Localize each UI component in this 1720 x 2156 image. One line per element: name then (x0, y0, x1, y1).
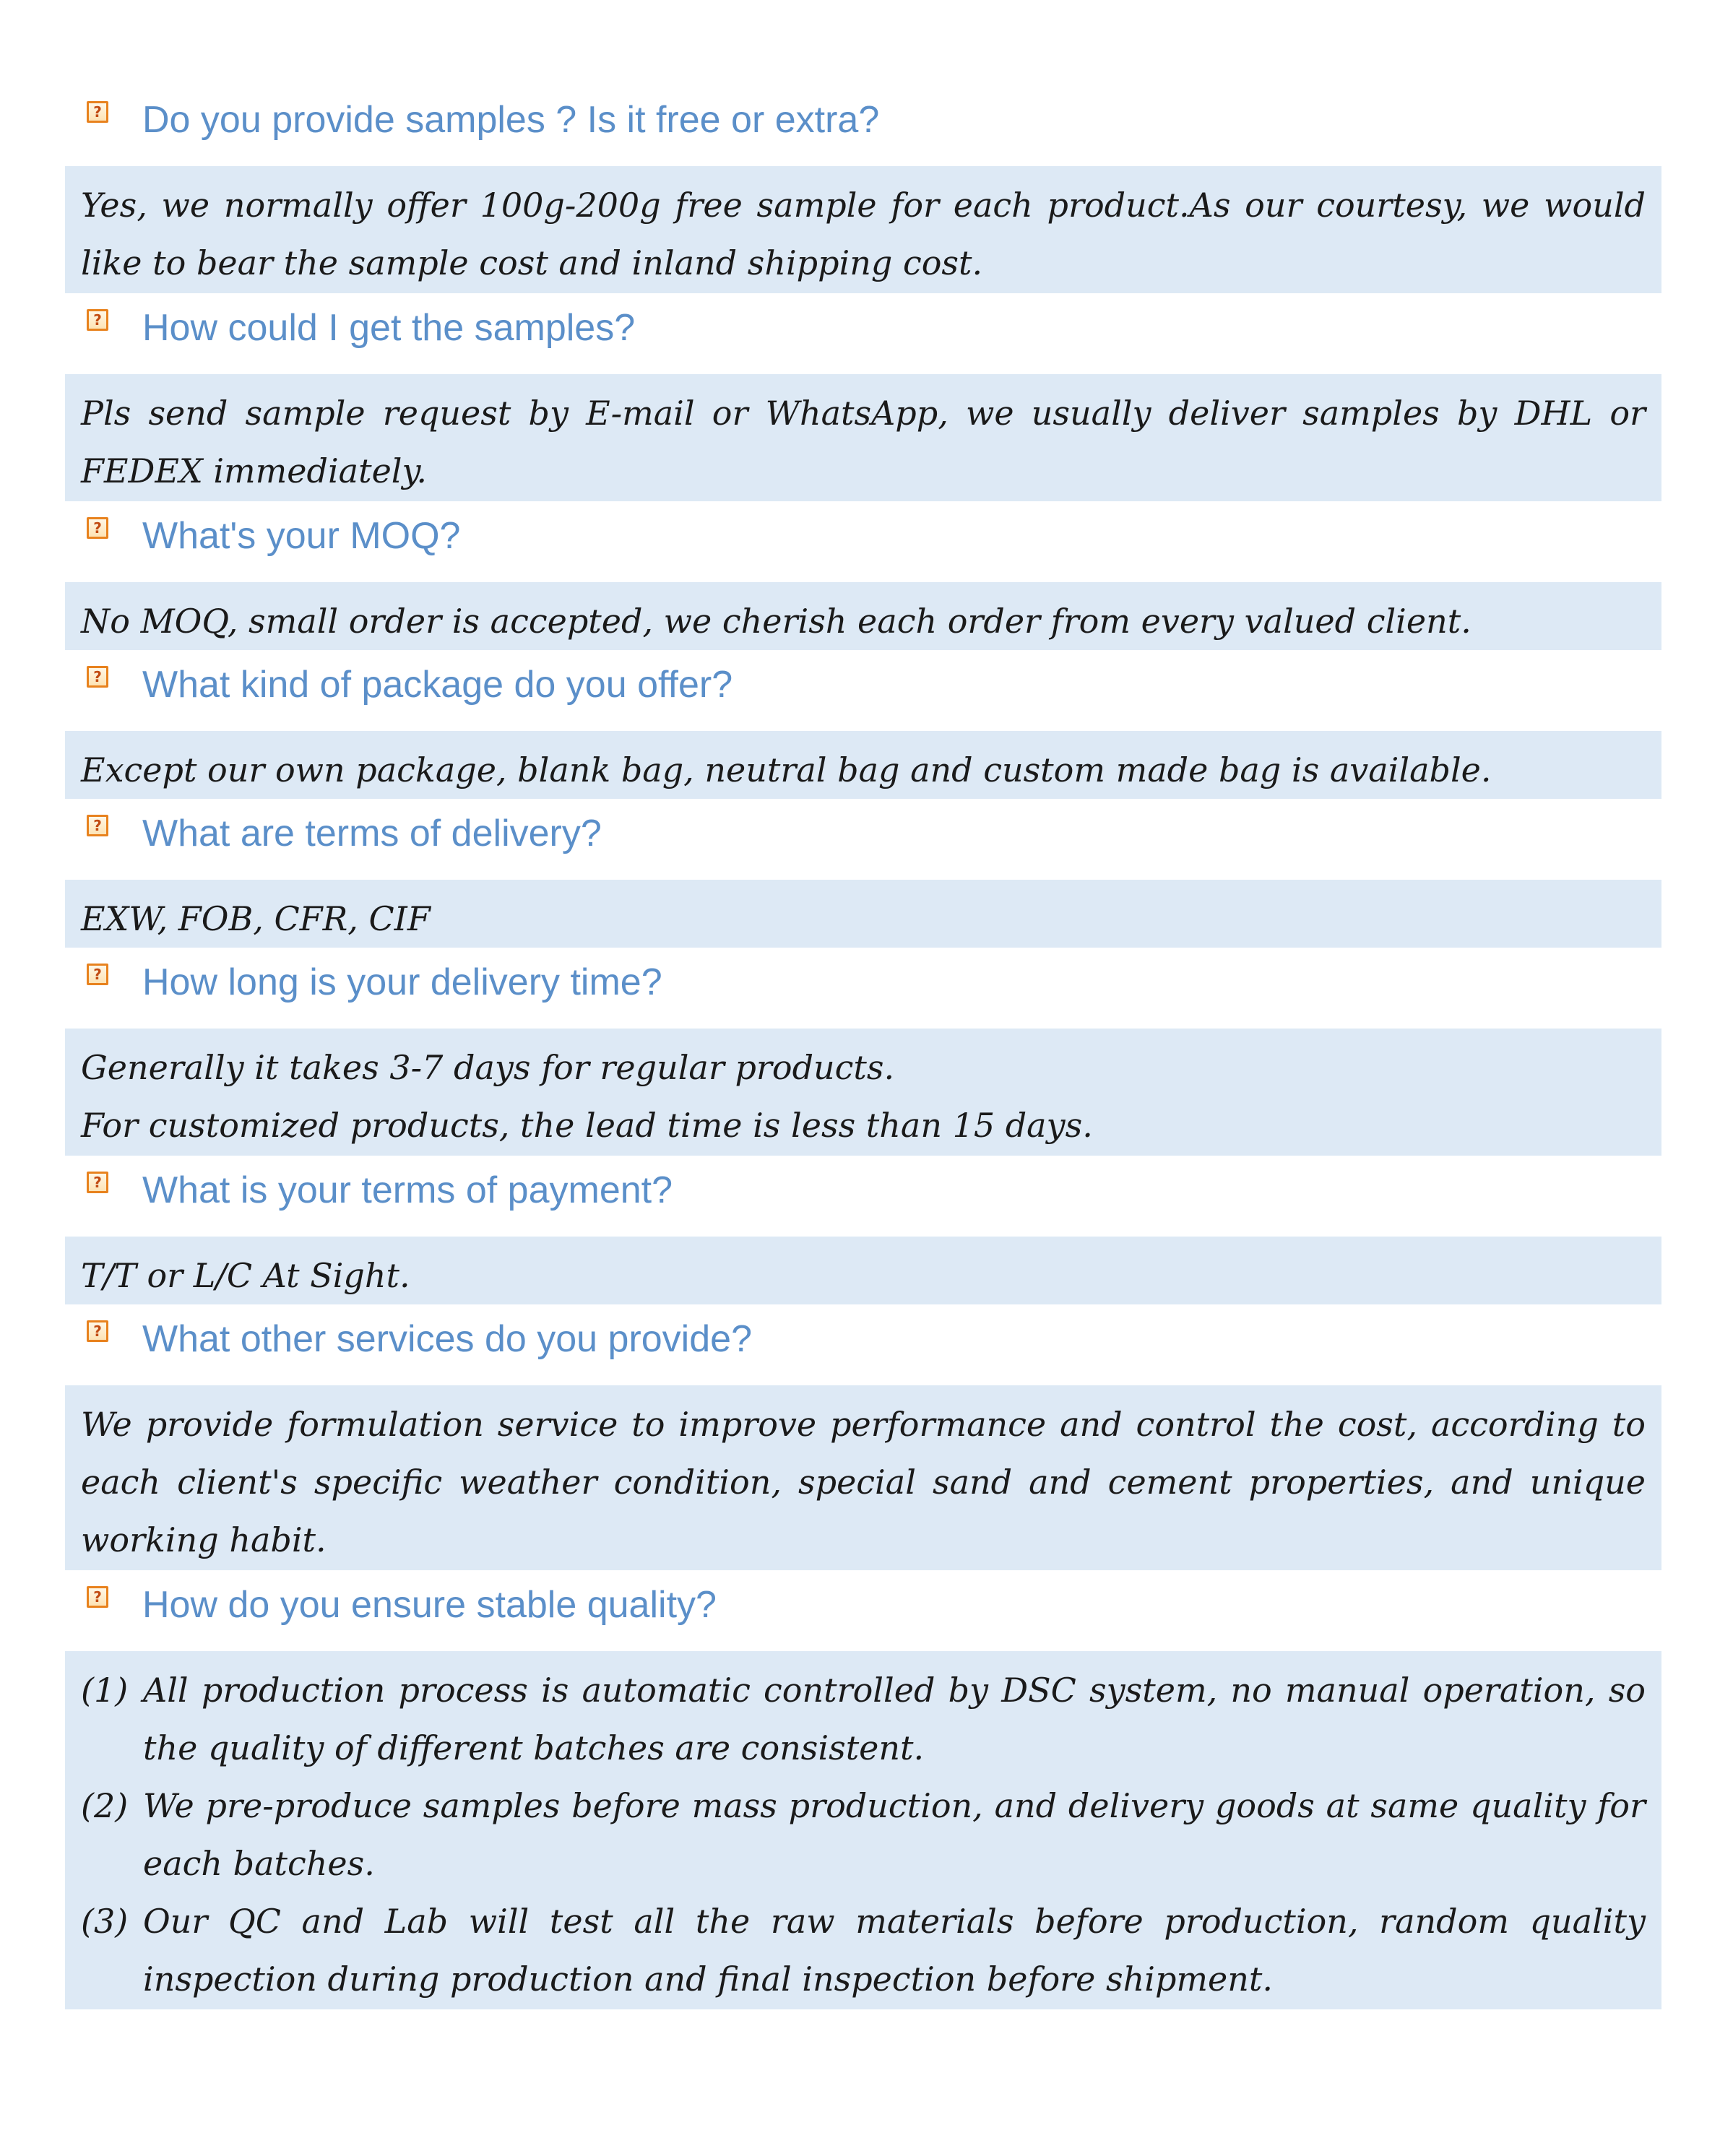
faq-answer-get-samples (65, 374, 1661, 501)
question-text: How long is your delivery time? (142, 961, 662, 1003)
answer-text: Yes, we normally offer 100g-200g free sample for each product.As our courtesy, we would like to bear the sample cost and inland shipping cost. (81, 186, 1646, 282)
question-text: Do you provide samples ? Is it free or extra? (142, 99, 880, 141)
list-item-text: We pre-produce samples before mass production, and delivery goods at same quality for each batches. (143, 1786, 1646, 1883)
faq-question-quality (65, 1570, 1661, 1651)
list-item-text: Our QC and Lab will test all the raw materials before production, random quality inspection during production and final inspection before shipment. (143, 1902, 1646, 1999)
question-mark-icon: ? (87, 1172, 108, 1193)
faq-question-samples (65, 85, 1661, 166)
answer-text: T/T or L/C At Sight. (81, 1256, 410, 1295)
faq-question-delivery-terms (65, 799, 1661, 880)
question-mark-icon: ? (87, 309, 108, 331)
question-text: What is your terms of payment? (142, 1169, 673, 1211)
question-text: What's your MOQ? (142, 515, 461, 557)
faq-answer-delivery-time (65, 1029, 1661, 1156)
quality-list (81, 1661, 1646, 2008)
answer-text: Except our own package, blank bag, neutral bag and custom made bag is available. (81, 750, 1492, 789)
faq-question-moq (65, 501, 1661, 582)
faq-answer-package (65, 731, 1661, 799)
faq-answer-delivery-terms (65, 880, 1661, 948)
question-mark-icon: ? (87, 101, 108, 123)
question-mark-icon: ? (87, 666, 108, 688)
list-item (81, 1661, 1646, 1777)
question-text: What kind of package do you offer? (142, 664, 733, 706)
question-mark-icon: ? (87, 1586, 108, 1608)
list-item (81, 1777, 1646, 1892)
faq-document (65, 85, 1661, 2009)
answer-text: No MOQ, small order is accepted, we cherish each order from every valued client. (81, 602, 1471, 641)
question-text: How do you ensure stable quality? (142, 1584, 717, 1626)
faq-question-package (65, 650, 1661, 731)
faq-answer-moq (65, 582, 1661, 650)
answer-text: Pls send sample request by E-mail or WhatsApp, we usually deliver samples by DHL or FEDEX immediately. (81, 394, 1646, 490)
answer-text: EXW, FOB, CFR, CIF (81, 899, 431, 938)
faq-question-delivery-time (65, 948, 1661, 1029)
list-item-number: (1) (81, 1671, 129, 1710)
list-item (81, 1892, 1646, 2008)
faq-question-get-samples (65, 293, 1661, 374)
faq-question-payment (65, 1156, 1661, 1237)
question-mark-icon: ? (87, 964, 108, 985)
faq-answer-services (65, 1385, 1661, 1570)
faq-answer-quality (65, 1651, 1661, 2009)
question-mark-icon: ? (87, 815, 108, 836)
answer-text: We provide formulation service to improve performance and control the cost, according to each client's specific weather condition, special sand and cement properties, and unique working habit. (81, 1405, 1646, 1559)
list-item-number: (2) (81, 1786, 129, 1825)
question-text: What other services do you provide? (142, 1318, 752, 1360)
answer-line: Generally it takes 3-7 days for regular products. (81, 1048, 895, 1087)
question-text: What are terms of delivery? (142, 813, 602, 854)
list-item-number: (3) (81, 1902, 129, 1941)
list-item-text: All production process is automatic controlled by DSC system, no manual operation, so the quality of different batches are consistent. (143, 1671, 1646, 1767)
answer-line: For customized products, the lead time is less than 15 days. (81, 1106, 1093, 1145)
question-mark-icon: ? (87, 517, 108, 539)
question-text: How could I get the samples? (142, 307, 636, 349)
faq-answer-samples (65, 166, 1661, 293)
faq-answer-payment (65, 1237, 1661, 1304)
question-mark-icon: ? (87, 1320, 108, 1342)
faq-question-services (65, 1304, 1661, 1385)
